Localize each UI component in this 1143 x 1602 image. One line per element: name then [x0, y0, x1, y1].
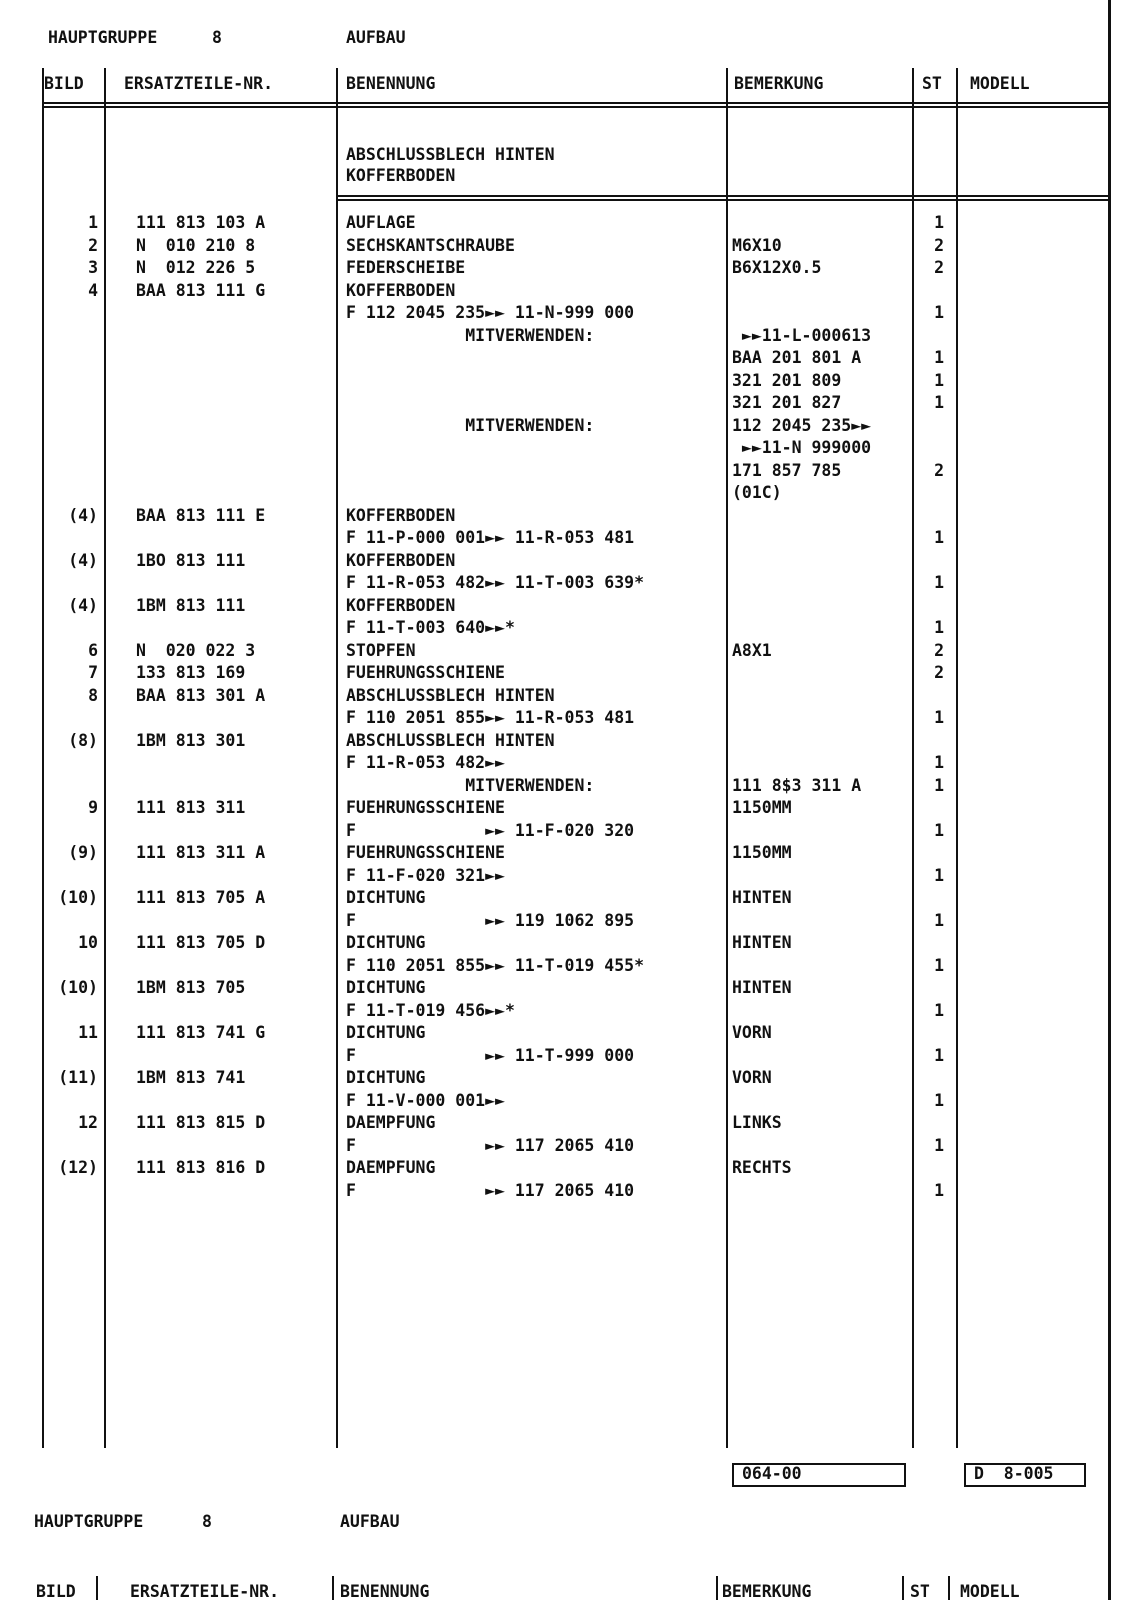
row-name: KOFFERBODEN [346, 550, 456, 570]
row-remark: 111 8$3 311 A [732, 775, 862, 795]
row-remark: 1150MM [732, 843, 792, 862]
next-col-header-name: BENENNUNG [340, 1582, 430, 1601]
row-name: FUEHRUNGSSCHIENE [346, 663, 505, 682]
row-name: F 11-V-000 001►► [346, 1090, 505, 1110]
grid-line [336, 68, 338, 1448]
row-bild: (4) [68, 595, 98, 615]
row-part-number: 1BM 813 705 [136, 978, 246, 997]
grid-line [332, 1576, 334, 1600]
row-name: MITVERWENDEN: [346, 775, 595, 795]
row-part-number: 1BM 813 741 [136, 1068, 246, 1087]
row-name: F ►► 11-T-999 000 [346, 1045, 635, 1065]
col-header-model: MODELL [970, 74, 1030, 93]
row-part-number: 111 813 816 D [136, 1158, 266, 1177]
row-qty: 2 [934, 460, 944, 480]
row-remark: LINKS [732, 1113, 782, 1132]
page-ref-box [964, 1463, 1086, 1487]
row-name: F ►► 119 1062 895 [346, 910, 635, 930]
row-qty: 2 [934, 258, 944, 277]
row-bild: 6 [88, 640, 98, 660]
row-bild: 4 [88, 280, 98, 300]
row-name: KOFFERBODEN [346, 595, 456, 615]
row-bild: 10 [78, 933, 98, 952]
row-part-number: N 012 226 5 [136, 258, 256, 277]
row-name: F 11-R-053 482►► [346, 753, 505, 772]
row-bild: 12 [78, 1113, 98, 1132]
row-remark: ►►11-L-000613 [732, 325, 872, 345]
page-edge-line [1108, 0, 1111, 1600]
group-number: 8 [212, 28, 222, 47]
row-name: MITVERWENDEN: [346, 325, 595, 345]
row-name: DICHTUNG [346, 1068, 426, 1087]
row-part-number: 1BM 813 301 [136, 730, 246, 750]
row-name: KOFFERBODEN [346, 505, 456, 525]
row-bild: (4) [68, 505, 98, 525]
next-group-name: AUFBAU [340, 1512, 400, 1531]
row-remark: RECHTS [732, 1158, 792, 1177]
grid-line [716, 1576, 718, 1600]
section-subtitle: KOFFERBODEN [346, 166, 456, 185]
row-remark: 321 201 827 [732, 393, 842, 412]
header-rule [42, 102, 1108, 108]
row-name: F ►► 117 2065 410 [346, 1180, 635, 1200]
row-qty: 1 [934, 1045, 944, 1065]
row-name: AUFLAGE [346, 213, 416, 232]
row-name: MITVERWENDEN: [346, 415, 595, 435]
row-qty: 2 [934, 640, 944, 660]
row-name: FEDERSCHEIBE [346, 258, 466, 277]
row-remark: ►►11-N 999000 [732, 438, 872, 457]
row-qty: 1 [934, 573, 944, 592]
row-qty: 2 [934, 663, 944, 682]
row-part-number: BAA 813 301 A [136, 685, 266, 705]
row-part-number: 111 813 815 D [136, 1113, 266, 1132]
row-part-number: 111 813 311 [136, 798, 246, 817]
row-bild: (10) [58, 888, 98, 907]
section-title: ABSCHLUSSBLECH HINTEN [346, 145, 555, 164]
row-remark: HINTEN [732, 888, 792, 907]
row-qty: 2 [934, 235, 944, 255]
row-remark: VORN [732, 1023, 772, 1042]
row-remark: HINTEN [732, 978, 792, 997]
row-qty: 1 [934, 1135, 944, 1155]
row-name: F 11-T-019 456►►* [346, 1000, 515, 1020]
grid-line [726, 68, 728, 1448]
row-remark: BAA 201 801 A [732, 348, 862, 367]
row-qty: 1 [934, 213, 944, 232]
row-part-number: 111 813 705 A [136, 888, 266, 907]
row-name: FUEHRUNGSSCHIENE [346, 798, 505, 817]
grid-line [104, 68, 106, 1448]
next-col-header-remark: BEMERKUNG [722, 1582, 812, 1601]
row-name: DICHTUNG [346, 933, 426, 952]
row-qty: 1 [934, 708, 944, 727]
col-header-part-no: ERSATZTEILE-NR. [124, 74, 274, 93]
row-remark: 171 857 785 [732, 460, 842, 480]
grid-line [902, 1576, 904, 1600]
row-name: DICHTUNG [346, 888, 426, 907]
page-code-box [732, 1463, 906, 1487]
row-name: F 110 2051 855►► 11-R-053 481 [346, 708, 635, 727]
row-part-number: 111 813 705 D [136, 933, 266, 952]
next-group-number: 8 [202, 1512, 212, 1531]
row-name: F 112 2045 235►► 11-N-999 000 [346, 303, 635, 322]
row-bild: 11 [78, 1023, 98, 1042]
row-part-number: 111 813 741 G [136, 1023, 266, 1042]
row-qty: 1 [934, 865, 944, 885]
row-name: SECHSKANTSCHRAUBE [346, 235, 515, 255]
row-remark: (01C) [732, 483, 782, 502]
row-bild: (10) [58, 978, 98, 997]
row-name: F 11-F-020 321►► [346, 865, 505, 885]
col-header-name: BENENNUNG [346, 74, 436, 93]
row-name: F ►► 11-F-020 320 [346, 820, 635, 840]
row-name: DICHTUNG [346, 978, 426, 997]
row-part-number: 133 813 169 [136, 663, 246, 682]
row-name: FUEHRUNGSSCHIENE [346, 843, 505, 862]
group-label: HAUPTGRUPPE [48, 28, 158, 47]
row-bild: 3 [88, 258, 98, 277]
row-name: DAEMPFUNG [346, 1113, 436, 1132]
next-group-label: HAUPTGRUPPE [34, 1512, 144, 1531]
row-qty: 1 [934, 753, 944, 772]
row-qty: 1 [934, 370, 944, 390]
col-header-qty: ST [922, 74, 942, 93]
row-remark: VORN [732, 1068, 772, 1087]
row-name: F ►► 117 2065 410 [346, 1135, 635, 1155]
row-bild: 9 [88, 798, 98, 817]
row-remark: 321 201 809 [732, 370, 842, 390]
row-qty: 1 [934, 393, 944, 412]
row-remark: M6X10 [732, 235, 782, 255]
row-name: F 11-T-003 640►►* [346, 618, 515, 637]
row-name: DAEMPFUNG [346, 1158, 436, 1177]
row-part-number: 1BM 813 111 [136, 595, 246, 615]
row-name: F 11-P-000 001►► 11-R-053 481 [346, 528, 635, 547]
row-bild: (8) [68, 730, 98, 750]
row-bild: (4) [68, 550, 98, 570]
row-qty: 1 [934, 348, 944, 367]
next-col-header-model: MODELL [960, 1582, 1020, 1601]
row-qty: 1 [934, 775, 944, 795]
group-name: AUFBAU [346, 28, 406, 47]
grid-line [956, 68, 958, 1448]
grid-line [42, 68, 44, 1448]
row-bild: (11) [58, 1068, 98, 1087]
next-col-header-bild: BILD [36, 1582, 76, 1601]
row-qty: 1 [934, 303, 944, 322]
row-part-number: N 020 022 3 [136, 640, 256, 660]
grid-line [96, 1576, 98, 1600]
row-qty: 1 [934, 618, 944, 637]
col-header-remark: BEMERKUNG [734, 74, 824, 93]
row-part-number: 1BO 813 111 [136, 550, 246, 570]
row-part-number: N 010 210 8 [136, 235, 256, 255]
row-bild: (9) [68, 843, 98, 862]
row-bild: 1 [88, 213, 98, 232]
row-part-number: 111 813 311 A [136, 843, 266, 862]
row-remark: 112 2045 235►► [732, 415, 872, 435]
col-header-bild: BILD [44, 74, 84, 93]
row-remark: B6X12X0.5 [732, 258, 822, 277]
row-name: STOPFEN [346, 640, 416, 660]
row-part-number: BAA 813 111 E [136, 505, 266, 525]
row-name: ABSCHLUSSBLECH HINTEN [346, 685, 555, 705]
row-qty: 1 [934, 528, 944, 547]
row-part-number: 111 813 103 A [136, 213, 266, 232]
row-name: KOFFERBODEN [346, 280, 456, 300]
row-qty: 1 [934, 1090, 944, 1110]
row-name: DICHTUNG [346, 1023, 426, 1042]
row-bild: 7 [88, 663, 98, 682]
row-qty: 1 [934, 910, 944, 930]
row-remark: A8X1 [732, 640, 772, 660]
next-col-header-part-no: ERSATZTEILE-NR. [130, 1582, 280, 1601]
page-ref: D 8-005 [974, 1464, 1054, 1483]
row-qty: 1 [934, 955, 944, 975]
row-name: ABSCHLUSSBLECH HINTEN [346, 730, 555, 750]
row-qty: 1 [934, 820, 944, 840]
row-qty: 1 [934, 1000, 944, 1020]
row-bild: 8 [88, 685, 98, 705]
row-name: F 11-R-053 482►► 11-T-003 639* [346, 573, 645, 592]
row-remark: 1150MM [732, 798, 792, 817]
row-part-number: BAA 813 111 G [136, 280, 266, 300]
page-code: 064-00 [742, 1464, 802, 1483]
grid-line [948, 1576, 950, 1600]
next-col-header-qty: ST [910, 1582, 930, 1601]
row-bild: 2 [88, 235, 98, 255]
row-name: F 110 2051 855►► 11-T-019 455* [346, 955, 645, 975]
row-qty: 1 [934, 1180, 944, 1200]
row-bild: (12) [58, 1158, 98, 1177]
section-rule [336, 195, 1108, 201]
row-remark: HINTEN [732, 933, 792, 952]
